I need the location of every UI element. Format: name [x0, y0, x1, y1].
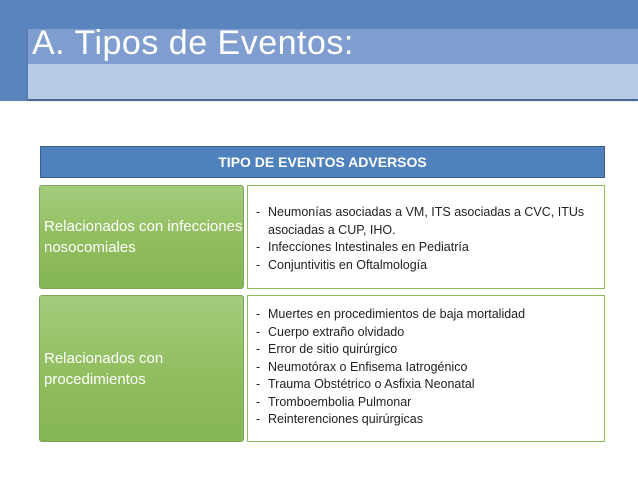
- slide-title: A. Tipos de Eventos:: [32, 24, 354, 62]
- category-infecciones: Relacionados con infecciones nosocomiales: [39, 185, 244, 289]
- list-item: - Error de sitio quirúrgico: [256, 341, 598, 359]
- category-procedimientos: Relacionados con procedimientos: [39, 295, 244, 442]
- table-header: TIPO DE EVENTOS ADVERSOS: [40, 146, 605, 178]
- title-band-lower: [28, 64, 638, 99]
- list-item: - Tromboembolia Pulmonar: [256, 394, 598, 412]
- list-item: - Reinterenciones quirúrgicas: [256, 411, 598, 429]
- list-item: - Cuerpo extraño olvidado: [256, 324, 598, 342]
- list-item: - Trauma Obstétrico o Asfixia Neonatal: [256, 376, 598, 394]
- list-item: - Conjuntivitis en Oftalmología: [256, 257, 598, 275]
- list-item: - Infecciones Intestinales en Pediatría: [256, 239, 598, 257]
- list-item: - Neumonías asociadas a VM, ITS asociadas a CVC, ITUs asociadas a CUP, IHO.: [256, 204, 598, 239]
- items-infecciones: [247, 185, 605, 289]
- items-procedimientos: [247, 295, 605, 442]
- list-item: - Neumotórax o Enfisema Iatrogénico: [256, 359, 598, 377]
- list-item: - Muertes en procedimientos de baja mortalidad: [256, 306, 598, 324]
